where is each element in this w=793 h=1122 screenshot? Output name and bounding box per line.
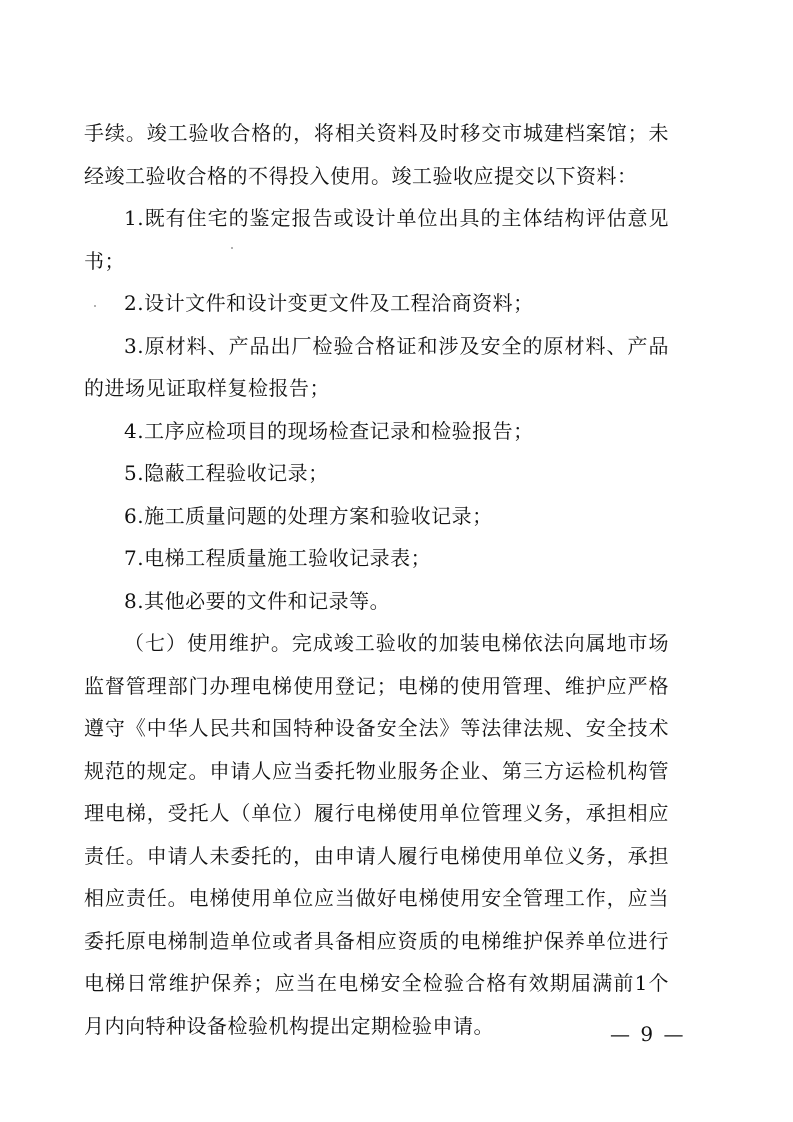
body-text [84,112,669,1047]
list-item-4: 4.工序应检项目的现场检查记录和检验报告； [124,418,534,443]
section-use-maintenance: （七）使用维护。完成竣工验收的加装电梯依法向属地市场监督管理部门办理电梯使用登记；电梯的使用管理、维护应严格遵守《中华人民共和国特种设备安全法》等法律法规、安全技术规范的规定。申请人应当委托物业服务企业、第三方运检机构管理电梯，受托人（单位）履行电梯使用单位管理义务，承担相应责任。申请人未委托的，由申请人履行电梯使用单位义务，承担相应责任。电梯使用单位应当做好电梯使用安全管理工作，应当委托原电梯制造单位或者具备相应资质的电梯维护保养单位进行电梯日常维护保养；应当在电梯安全检验合格有效期届满前1个月内向特种设备检验机构提出定期检验申请。 [84,631,669,1038]
list-item-6: 6.施工质量问题的处理方案和验收记录； [124,503,493,528]
list-item-3: 3.原材料、产品出厂检验合格证和涉及安全的原材料、产品的进场见证取样复检报告； [84,333,669,400]
page-number: — 9 — [610,1022,686,1046]
paragraph-continuation: 手续。竣工验收合格的，将相关资料及时移交市城建档案馆；未经竣工验收合格的不得投入使用。竣工验收应提交以下资料： [84,121,669,188]
list-item-2: 2.设计文件和设计变更文件及工程洽商资料； [124,291,534,315]
list-item-5: 5.隐蔽工程验收记录； [124,461,329,485]
list-item-8: 8.其他必要的文件和记录等。 [124,588,391,613]
list-item-7: 7.电梯工程质量施工验收记录表； [124,546,432,570]
list-item-1: 1.既有住宅的鉴定报告或设计单位出具的主体结构评估意见书； [84,206,669,273]
scan-speck [231,247,233,249]
scan-speck [94,305,96,307]
